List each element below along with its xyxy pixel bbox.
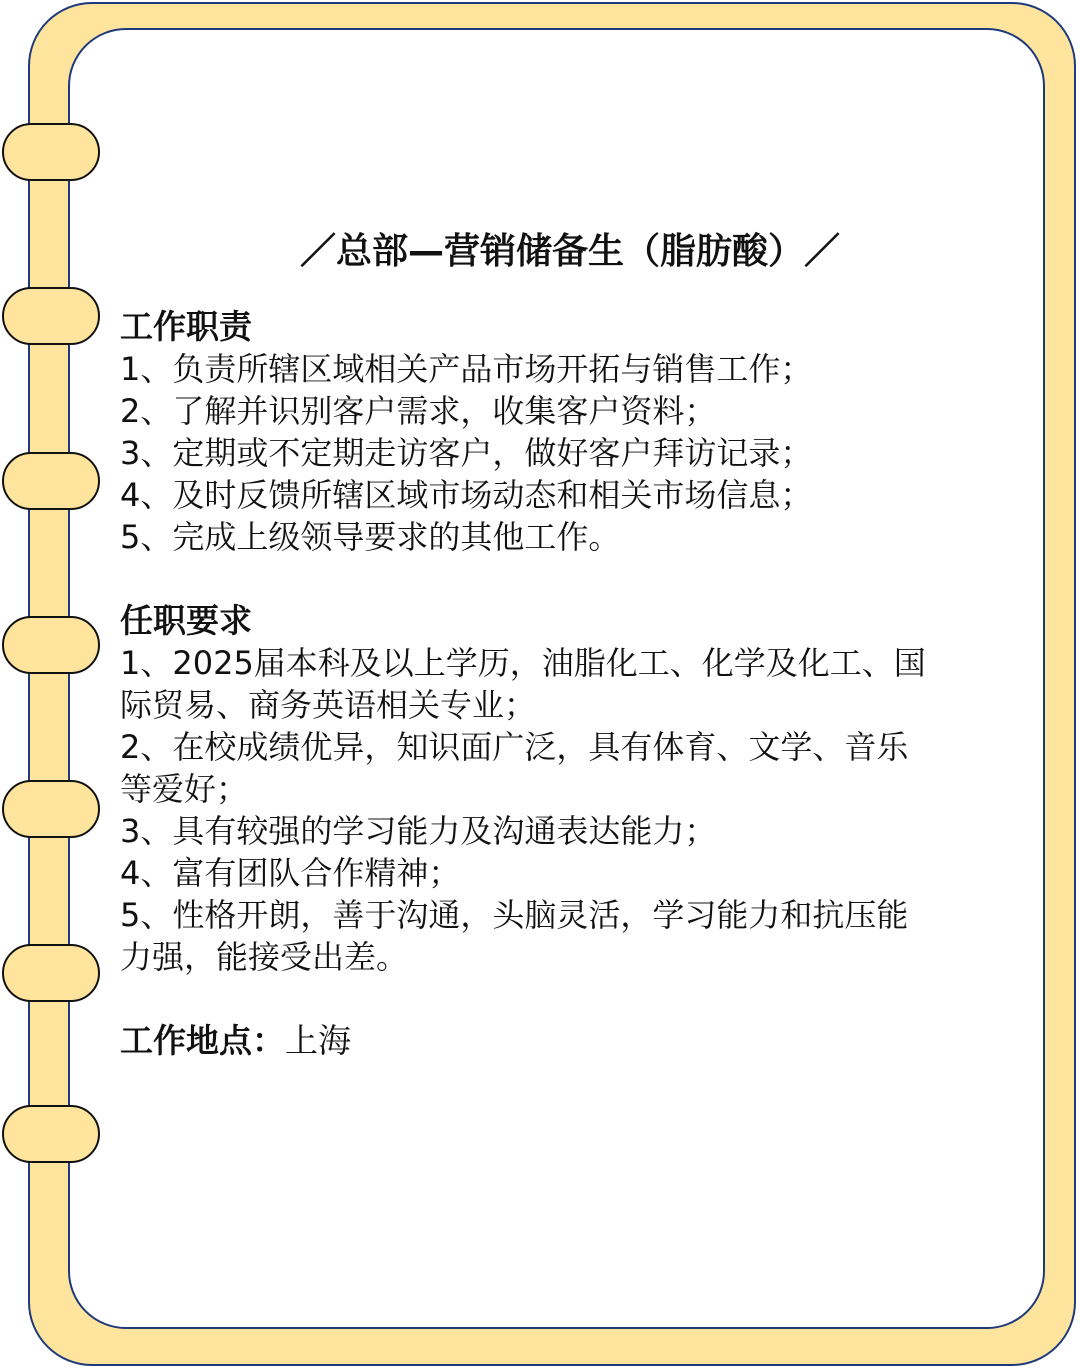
requirement-item: 5、性格开朗，善于沟通，头脑灵活，学习能力和抗压能	[120, 896, 909, 934]
requirement-item: 4、富有团队合作精神；	[120, 854, 461, 892]
binder-ring	[2, 780, 100, 838]
duty-item: 5、完成上级领导要求的其他工作。	[120, 518, 621, 556]
duty-item: 3、定期或不定期走访客户，做好客户拜访记录；	[120, 434, 813, 472]
binder-ring	[2, 944, 100, 1002]
binder-ring	[2, 287, 100, 345]
job-title: ／总部—营销储备生（脂肪酸）／	[299, 231, 840, 272]
requirement-item: 力强，能接受出差。	[120, 938, 409, 976]
requirement-item: 3、具有较强的学习能力及沟通表达能力；	[120, 812, 717, 850]
binder-ring	[2, 616, 100, 674]
duty-item: 4、及时反馈所辖区域市场动态和相关市场信息；	[120, 476, 813, 514]
work-location-value: 上海	[285, 1021, 351, 1060]
requirements-heading: 任职要求	[120, 601, 252, 640]
work-location	[120, 1020, 1010, 1062]
requirement-item: 等爱好；	[120, 770, 249, 808]
duty-item: 2、了解并识别客户需求，收集客户资料；	[120, 392, 717, 430]
duties-heading: 工作职责	[120, 307, 252, 346]
requirement-item: 1、2025届本科及以上学历，油脂化工、化学及化工、国	[120, 644, 926, 682]
requirement-item: 际贸易、商务英语相关专业；	[120, 686, 537, 724]
duty-item: 1、负责所辖区域相关产品市场开拓与销售工作；	[120, 350, 813, 388]
requirement-item: 2、在校成绩优异，知识面广泛，具有体育、文学、音乐	[120, 728, 909, 766]
binder-ring	[2, 1105, 100, 1163]
work-location-label: 工作地点：	[120, 1021, 285, 1060]
job-posting	[120, 222, 1010, 1062]
section-spacer	[120, 558, 1010, 600]
binder-ring	[2, 123, 100, 181]
binder-ring	[2, 452, 100, 510]
